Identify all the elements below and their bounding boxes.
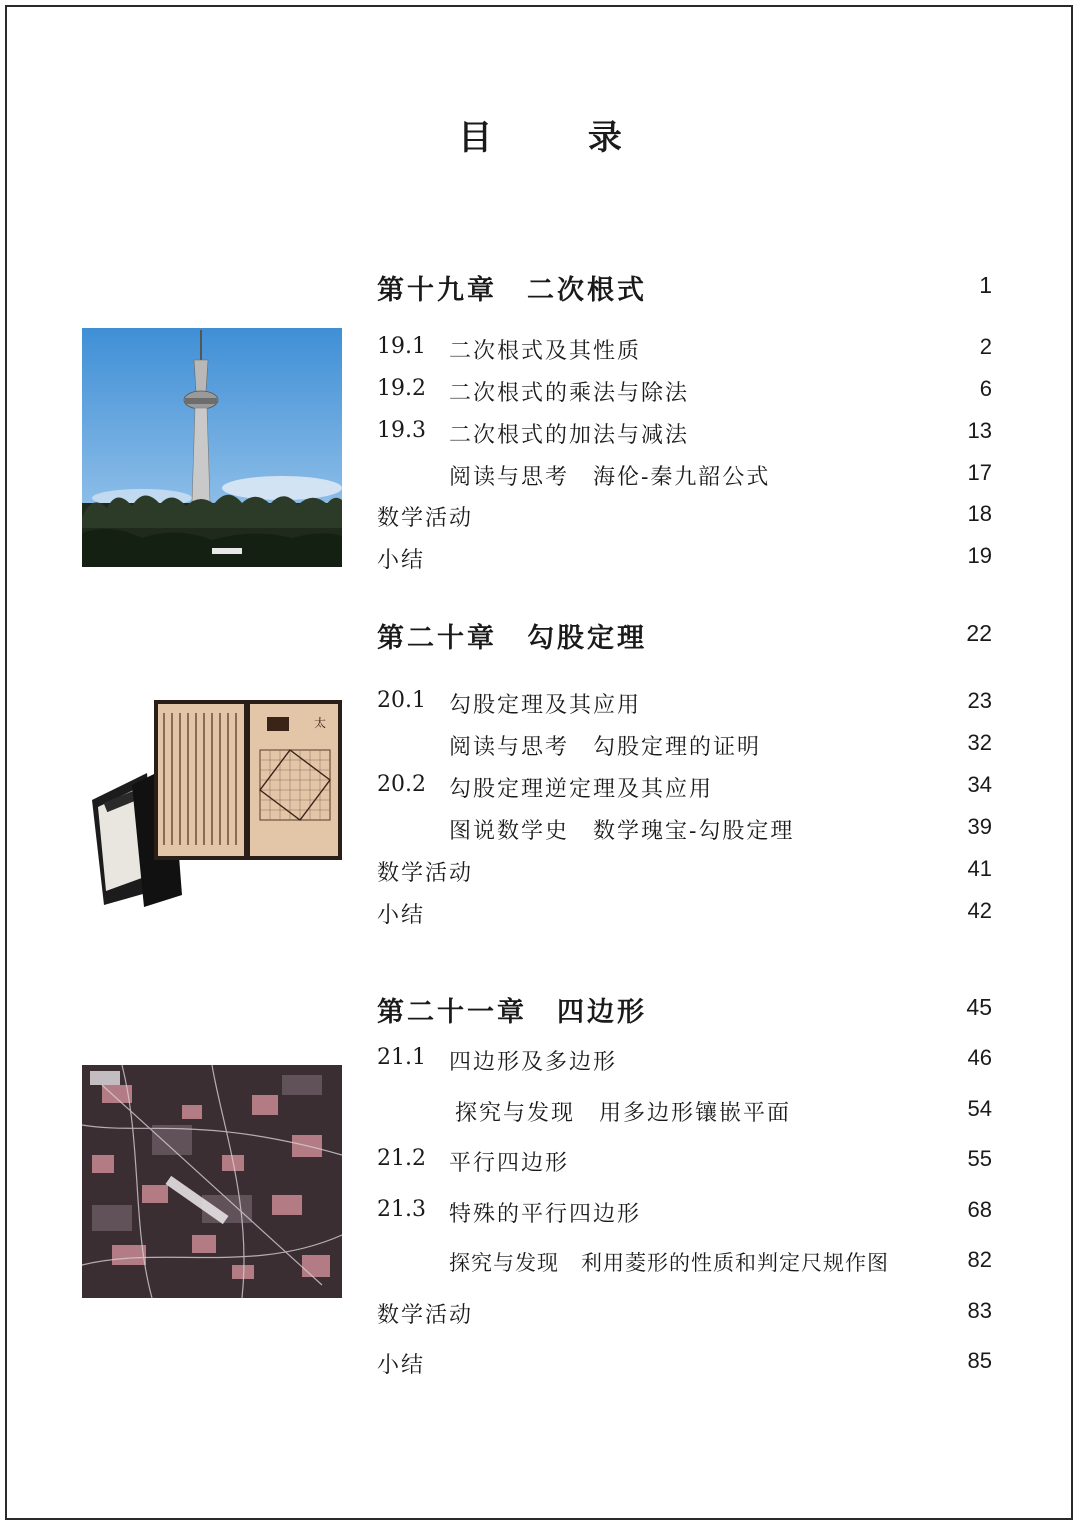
page-number: 82 <box>967 1247 992 1272</box>
toc-entry[interactable] <box>377 1096 992 1132</box>
page-number: 83 <box>967 1298 992 1323</box>
section-number: 21.1 <box>377 1045 426 1070</box>
entry-title: 二次根式的加法与减法 <box>449 423 690 448</box>
entry-title: 小结 <box>377 1353 426 1378</box>
entry-title: 阅读与思考 勾股定理的证明 <box>449 735 762 760</box>
entry-title: 数学活动 <box>377 506 474 531</box>
entry-title: 二次根式及其性质 <box>449 339 642 364</box>
section-number: 21.3 <box>377 1197 426 1222</box>
toc-entry[interactable] <box>377 730 992 766</box>
entry-title: 数学活动 <box>377 861 474 886</box>
chapter-title: 第十九章 二次根式 <box>377 275 647 306</box>
toc-entry[interactable] <box>377 1247 992 1283</box>
tv-tower-photo <box>82 328 342 567</box>
page-number: 32 <box>967 730 992 755</box>
section-number: 20.2 <box>377 772 426 797</box>
chapter-heading[interactable] <box>377 616 992 652</box>
page-number: 2 <box>979 334 992 359</box>
toc-entry[interactable] <box>377 856 992 892</box>
book-stamp-text: 太 <box>314 716 327 730</box>
toc-entry[interactable] <box>377 1045 992 1081</box>
entry-title: 探究与发现 利用菱形的性质和判定尺规作图 <box>449 1251 889 1275</box>
page-number: 6 <box>979 376 992 401</box>
entry-title: 四边形及多边形 <box>449 1050 618 1075</box>
page-number: 45 <box>966 994 992 1020</box>
page-number: 42 <box>967 898 992 923</box>
section-number: 19.1 <box>377 334 426 359</box>
entry-title: 图说数学史 数学瑰宝-勾股定理 <box>449 819 795 844</box>
toc-entry[interactable] <box>377 772 992 808</box>
page-number: 68 <box>967 1197 992 1222</box>
page-number: 34 <box>967 772 992 797</box>
toc-entry[interactable] <box>377 501 992 537</box>
page-number: 85 <box>967 1348 992 1373</box>
page-number: 23 <box>967 688 992 713</box>
ancient-book-photo <box>92 695 342 910</box>
page-number: 55 <box>967 1146 992 1171</box>
toc-entry[interactable] <box>377 1146 992 1182</box>
entry-title: 探究与发现 用多边形镶嵌平面 <box>455 1101 792 1126</box>
entry-title: 数学活动 <box>377 1303 474 1328</box>
toc-entry[interactable] <box>377 543 992 579</box>
toc-entry[interactable] <box>377 1197 992 1233</box>
page-number: 1 <box>979 272 992 298</box>
entry-title: 勾股定理及其应用 <box>449 693 642 718</box>
entry-title: 小结 <box>377 903 426 928</box>
toc-entry[interactable] <box>377 814 992 850</box>
chapter-title: 第二十一章 四边形 <box>377 997 647 1028</box>
page-number: 54 <box>967 1096 992 1121</box>
toc-entry[interactable] <box>377 1298 992 1334</box>
section-number: 21.2 <box>377 1146 426 1171</box>
page-number: 41 <box>967 856 992 881</box>
toc-entry[interactable] <box>377 376 992 412</box>
chapter-title: 第二十章 勾股定理 <box>377 623 647 654</box>
entry-title: 平行四边形 <box>449 1151 570 1176</box>
entry-title: 小结 <box>377 548 426 573</box>
toc-entry[interactable] <box>377 1348 992 1384</box>
toc-entry[interactable] <box>377 898 992 934</box>
page-number: 22 <box>966 620 992 646</box>
aerial-map-photo <box>82 1065 342 1298</box>
chapter-heading[interactable] <box>377 990 992 1026</box>
section-number: 19.2 <box>377 376 426 401</box>
toc-entry[interactable] <box>377 688 992 724</box>
toc-entry[interactable] <box>377 334 992 370</box>
page-number: 13 <box>967 418 992 443</box>
section-number: 20.1 <box>377 688 426 713</box>
entry-title: 二次根式的乘法与除法 <box>449 381 690 406</box>
entry-title: 特殊的平行四边形 <box>449 1202 642 1227</box>
page-number: 19 <box>967 543 992 568</box>
toc-entry[interactable] <box>377 460 992 496</box>
page-number: 39 <box>967 814 992 839</box>
page-number: 46 <box>967 1045 992 1070</box>
page-number: 17 <box>967 460 992 485</box>
page-title: 目 录 <box>458 118 664 158</box>
section-number: 19.3 <box>377 418 426 443</box>
chapter-heading[interactable] <box>377 268 992 304</box>
toc-entry[interactable] <box>377 418 992 454</box>
entry-title: 勾股定理逆定理及其应用 <box>449 777 714 802</box>
page-number: 18 <box>967 501 992 526</box>
entry-title: 阅读与思考 海伦-秦九韶公式 <box>449 465 771 490</box>
